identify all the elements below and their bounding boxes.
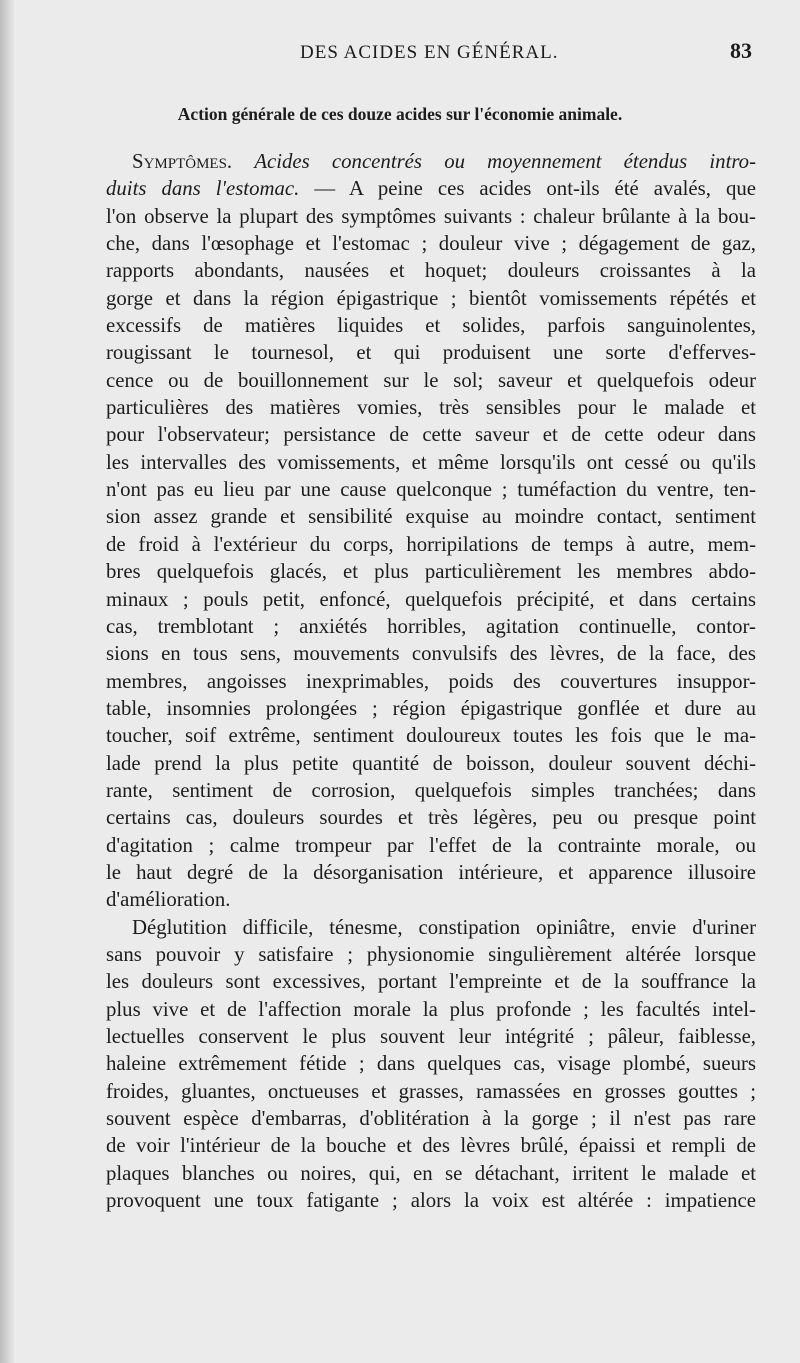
text-line: sans pouvoir y satisfaire ; physionomie singulièrement altérée lorsque	[106, 942, 756, 966]
text-line: les douleurs sont excessives, portant l'empreinte et de la souffrance la	[106, 970, 756, 994]
text-line: souvent espèce d'embarras, d'oblitération à la gorge ; il n'est pas rare	[106, 1107, 756, 1131]
text-line: le haut degré de la désorganisation intérieure, et apparence illusoire	[106, 860, 756, 884]
text-line: Déglutition difficile, ténesme, constipation opiniâtre, envie d'uriner	[132, 915, 756, 939]
text-line: d'amélioration.	[106, 888, 231, 912]
subheading-rest: — A peine ces acides ont-ils été avalés, que	[299, 177, 756, 201]
text-line: cence ou de bouillonnement sur le sol; saveur et quelquefois odeur	[106, 368, 756, 392]
text-line: provoquent une toux fatigante ; alors la voix est altérée : impatience	[106, 1189, 756, 1213]
text-line: rapports abondants, nausées et hoquet; douleurs croissantes à la	[106, 259, 756, 283]
text-line: n'ont pas eu lieu par une cause quelconque ; tuméfaction du ventre, ten-	[106, 478, 756, 502]
text-line: haleine extrêmement fétide ; dans quelques cas, visage plombé, sueurs	[106, 1052, 756, 1076]
text-line: pour l'observateur; persistance de cette saveur et de cette odeur dans	[106, 423, 756, 447]
text-line: sions en tous sens, mouvements convulsifs des lèvres, de la face, des	[106, 642, 756, 666]
running-head: DES ACIDES EN GÉNÉRAL.	[300, 42, 559, 63]
text-line: lade prend la plus petite quantité de boisson, douleur souvent déchi-	[106, 751, 756, 775]
subheading-line-1	[106, 148, 756, 175]
page-header	[0, 38, 800, 68]
text-line: particulières des matières vomies, très sensibles pour le malade et	[106, 396, 756, 420]
subheading-label: Symptômes.	[132, 150, 233, 173]
text-line: che, dans l'œsophage et l'estomac ; douleur vive ; dégagement de gaz,	[106, 232, 756, 256]
text-line: plaques blanches ou noires, qui, en se détachant, irritent le malade et	[106, 1161, 756, 1185]
text-line: rougissant le tournesol, et qui produisent une sorte d'efferves-	[106, 341, 756, 365]
page-number: 83	[730, 38, 752, 63]
text-line: cas, tremblotant ; anxiétés horribles, agitation continuelle, contor-	[106, 614, 756, 638]
text-line: rante, sentiment de corrosion, quelquefois simples tranchées; dans	[106, 778, 756, 802]
body-text	[106, 148, 756, 1214]
page-binding-edge	[0, 0, 14, 1363]
text-line: lectuelles conservent le plus souvent leur intégrité ; pâleur, faiblesse,	[106, 1025, 756, 1048]
subheading-line-2	[106, 175, 756, 202]
text-line: excessifs de matières liquides et solides, parfois sanguinolentes,	[106, 314, 756, 338]
text-line: l'on observe la plupart des symptômes suivants : chaleur brûlante à la bou-	[106, 204, 756, 228]
text-line: certains cas, douleurs sourdes et très légères, peu ou presque point	[106, 806, 756, 830]
text-line: minaux ; pouls petit, enfoncé, quelquefois précipité, et dans certains	[106, 587, 756, 611]
subheading-italic-2: duits dans l'estomac.	[106, 177, 300, 201]
text-line: plus vive et de l'affection morale la plus profonde ; les facultés intel-	[106, 997, 756, 1021]
text-line: gorge et dans la région épigastrique ; bientôt vomissements répétés et	[106, 286, 756, 310]
text-line: froides, gluantes, onctueuses et grasses, ramassées en grosses gouttes ;	[106, 1079, 756, 1103]
text-line: de voir l'intérieur de la bouche et des lèvres brûlé, épaissi et rempli de	[106, 1134, 756, 1158]
text-line: membres, angoisses inexprimables, poids des couvertures insuppor-	[106, 669, 756, 693]
text-line: table, insomnies prolongées ; région épigastrique gonflée et dure au	[106, 696, 756, 720]
text-line: bres quelquefois glacés, et plus particulièrement les membres abdo-	[106, 560, 756, 584]
subheading-italic-1: Acides concentrés ou moyennement étendus intro-	[254, 150, 756, 173]
text-line: les intervalles des vomissements, et même lorsqu'ils ont cessé ou qu'ils	[106, 450, 756, 474]
text-line: sion assez grande et sensibilité exquise au moindre contact, sentiment	[106, 505, 756, 529]
text-line: de froid à l'extérieur du corps, horripilations de temps à autre, mem-	[106, 532, 756, 556]
text-line: toucher, soif extrême, sentiment douloureux toutes les fois que le ma-	[106, 724, 756, 748]
text-line: d'agitation ; calme trompeur par l'effet de la contrainte morale, ou	[106, 833, 756, 857]
section-heading: Action générale de ces douze acides sur l'économie animale.	[177, 104, 623, 124]
